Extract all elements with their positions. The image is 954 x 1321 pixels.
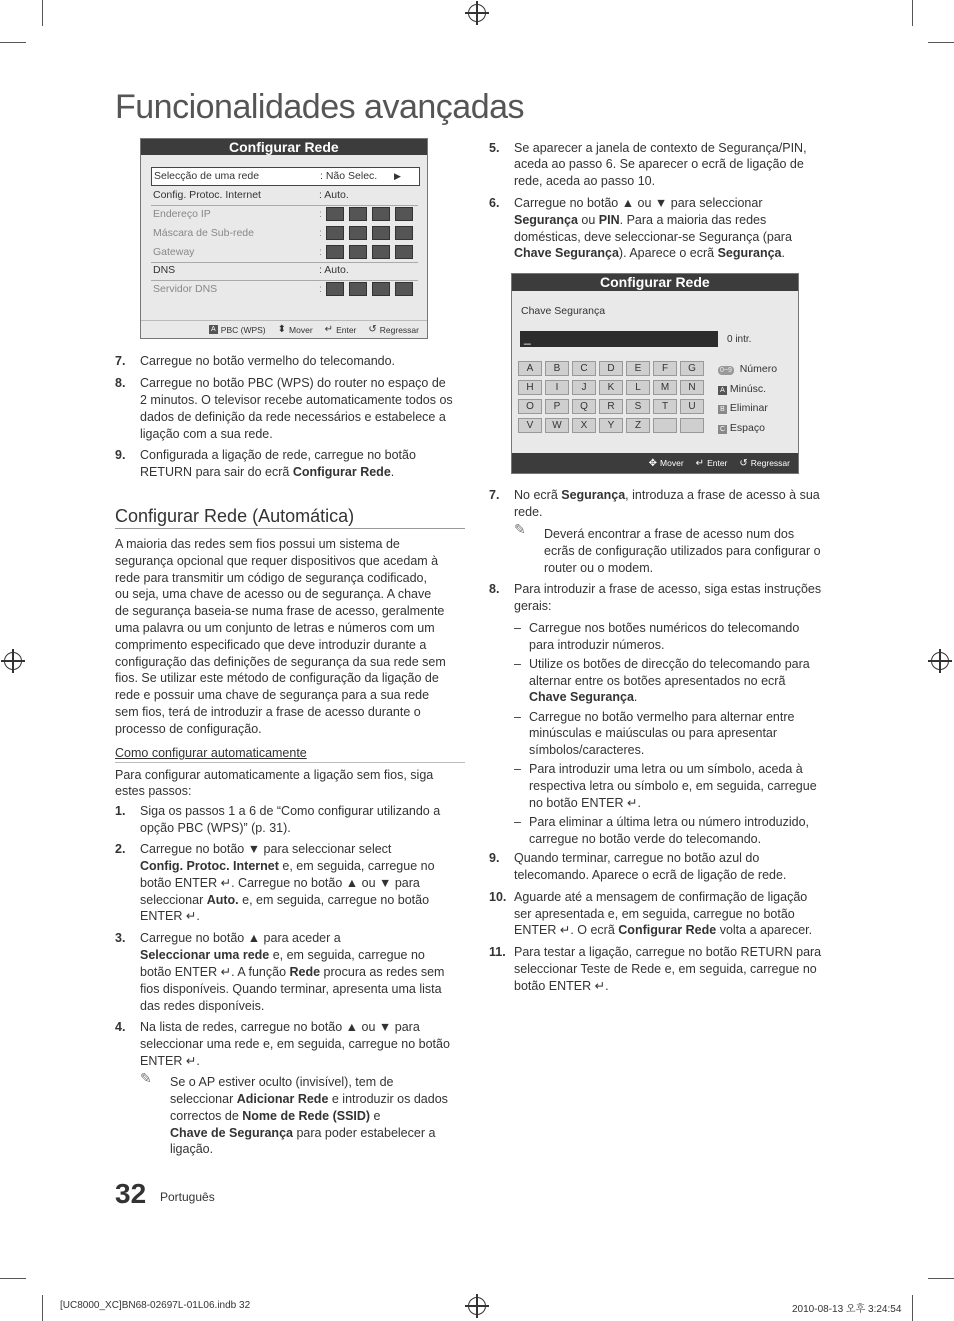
registration-mark-icon bbox=[931, 652, 949, 670]
intro-line: segurança opcional que requer dispositivos que acedam à bbox=[115, 553, 439, 568]
crop-mark bbox=[42, 1295, 43, 1321]
keyboard-key[interactable]: J bbox=[572, 380, 596, 395]
a-button-icon: A bbox=[209, 325, 218, 334]
menu-row-protocol[interactable]: Config. Protoc. Internet : Auto. bbox=[151, 186, 418, 206]
crop-mark bbox=[912, 0, 913, 26]
keyboard-key[interactable]: W bbox=[545, 418, 569, 433]
intro-line: uma palavra ou um conjunto de letras e números com um bbox=[115, 621, 435, 635]
subheading: Como configurar automaticamente bbox=[115, 746, 307, 760]
number-key-icon: 0~9 bbox=[720, 367, 732, 374]
security-key-input[interactable]: _ bbox=[520, 331, 718, 347]
keyboard-key[interactable]: R bbox=[599, 399, 623, 414]
keyboard-key[interactable]: Y bbox=[599, 418, 623, 433]
enter-icon: ↵ bbox=[695, 457, 705, 469]
registration-mark-icon bbox=[468, 1297, 486, 1315]
intro-line: configuração das definições de segurança da sua rede sem bbox=[115, 654, 446, 669]
intro-line: rede e possuir uma chave de segurança para a sua rede bbox=[115, 688, 430, 703]
onscreen-keyboard bbox=[518, 361, 704, 433]
intro-line: comprimento especificado que deve introduzir durante a bbox=[115, 637, 427, 652]
crop-mark bbox=[42, 0, 43, 26]
intro-line: sem fios, terá de introduzir a frase de acesso durante o bbox=[115, 705, 421, 719]
enter-icon: ↵ bbox=[220, 876, 232, 890]
keyboard-key[interactable]: Z bbox=[626, 418, 650, 433]
step-text: Carregue no botão vermelho do telecomando. bbox=[140, 354, 396, 368]
print-footer-right: 2010-08-13 오후 3:24:54 bbox=[792, 1304, 902, 1315]
intro-line: A maioria das redes sem fios possui um sistema de bbox=[115, 537, 400, 551]
page-number: 32 bbox=[115, 1178, 147, 1209]
intro-line: ou seja, uma chave de acesso ou de segurança. A chave bbox=[115, 587, 432, 602]
keyboard-key[interactable]: T bbox=[653, 399, 677, 414]
keyboard-key[interactable]: L bbox=[626, 380, 650, 395]
return-icon: ↺ bbox=[368, 324, 377, 335]
keyboard-key[interactable]: D bbox=[599, 361, 623, 376]
keyboard-key[interactable] bbox=[680, 418, 704, 433]
crop-mark bbox=[928, 42, 954, 43]
screen-title: Configurar Rede bbox=[141, 139, 427, 155]
intro-line: fios. Se utilizar este método de configuração da ligação de bbox=[115, 671, 439, 686]
keyboard-key[interactable]: S bbox=[626, 399, 650, 414]
security-key-screen bbox=[511, 273, 799, 474]
keyboard-key[interactable]: U bbox=[680, 399, 704, 414]
screen-footer: A PBC (WPS) ⬍ Mover ↵ Enter ↺ Regressar bbox=[141, 320, 427, 338]
menu-row-ip: Endereço IP : bbox=[151, 205, 418, 224]
screen-footer: ✥ Mover ↵ Enter ↺ Regressar bbox=[512, 453, 798, 473]
menu-row-subnet: Máscara de Sub-rede : bbox=[151, 224, 418, 243]
enter-icon: ↵ bbox=[594, 979, 606, 993]
note-pencil-icon: ✎ bbox=[140, 1070, 152, 1086]
crop-mark bbox=[0, 42, 26, 43]
intro-line: de segurança baseia-se numa frase de acesso, geralmente bbox=[115, 604, 445, 619]
section-heading: Configurar Rede (Automática) bbox=[115, 506, 355, 526]
enter-icon: ↵ bbox=[324, 324, 334, 335]
divider bbox=[115, 528, 465, 529]
keyboard-key[interactable]: M bbox=[653, 380, 677, 395]
enter-icon: ↵ bbox=[220, 965, 232, 979]
registration-mark-icon bbox=[468, 4, 486, 22]
move-arrows-icon: ⬍ bbox=[277, 324, 287, 335]
language-label: Português bbox=[160, 1190, 215, 1204]
menu-row-gateway: Gateway : bbox=[151, 243, 418, 263]
keyboard-key[interactable]: A bbox=[518, 361, 542, 376]
arrow-right-icon: ▶ bbox=[394, 171, 401, 181]
keyboard-key[interactable]: C bbox=[572, 361, 596, 376]
keyboard-key[interactable]: K bbox=[599, 380, 623, 395]
keyboard-key[interactable]: Q bbox=[572, 399, 596, 414]
keyboard-key[interactable]: N bbox=[680, 380, 704, 395]
menu-row-dns-server: Servidor DNS : bbox=[151, 280, 418, 299]
char-count: 0 intr. bbox=[727, 334, 752, 345]
screen-title: Configurar Rede bbox=[512, 274, 798, 291]
crop-mark bbox=[928, 1278, 954, 1279]
print-footer-left: [UC8000_XC]BN68-02697L-01L06.indb 32 bbox=[60, 1300, 251, 1311]
b-button-icon: B bbox=[718, 405, 727, 414]
keyboard-key[interactable] bbox=[653, 418, 677, 433]
registration-mark-icon bbox=[4, 652, 22, 670]
keyboard-key[interactable]: F bbox=[653, 361, 677, 376]
menu-row-select-network[interactable]: Selecção de uma rede : Não Selec. ▶ bbox=[151, 167, 420, 186]
keyboard-key[interactable]: G bbox=[680, 361, 704, 376]
field-label: Chave Segurança bbox=[521, 305, 606, 317]
network-settings-screen bbox=[140, 138, 428, 339]
page-title: Funcionalidades avançadas bbox=[115, 88, 525, 126]
keyboard-key[interactable]: O bbox=[518, 399, 542, 414]
move-arrows-icon: ✥ bbox=[648, 457, 658, 469]
note-pencil-icon: ✎ bbox=[514, 521, 526, 537]
keyboard-key[interactable]: X bbox=[572, 418, 596, 433]
divider bbox=[115, 762, 465, 763]
keyboard-key[interactable]: I bbox=[545, 380, 569, 395]
return-icon: ↺ bbox=[739, 457, 748, 469]
keyboard-key[interactable]: B bbox=[545, 361, 569, 376]
enter-icon: ↵ bbox=[185, 1054, 197, 1068]
keyboard-key[interactable]: E bbox=[626, 361, 650, 376]
menu-row-dns[interactable]: DNS : Auto. bbox=[151, 261, 418, 281]
enter-icon: ↵ bbox=[627, 796, 638, 810]
crop-mark bbox=[912, 1295, 913, 1321]
intro-line: rede para transmitir um código de segurança codificado, bbox=[115, 570, 427, 585]
crop-mark bbox=[0, 1278, 26, 1279]
enter-icon: ↵ bbox=[559, 923, 571, 937]
intro-line: processo de configuração. bbox=[115, 721, 262, 736]
c-button-icon: C bbox=[719, 425, 726, 433]
keyboard-key[interactable]: P bbox=[545, 399, 569, 414]
a-button-icon: A bbox=[718, 386, 727, 395]
keyboard-key[interactable]: V bbox=[518, 418, 542, 433]
keyboard-legend: 0~9 Número A Minúsc. B Eliminar C Espaço bbox=[719, 363, 778, 434]
enter-icon: ↵ bbox=[185, 909, 197, 923]
keyboard-key[interactable]: H bbox=[518, 380, 542, 395]
